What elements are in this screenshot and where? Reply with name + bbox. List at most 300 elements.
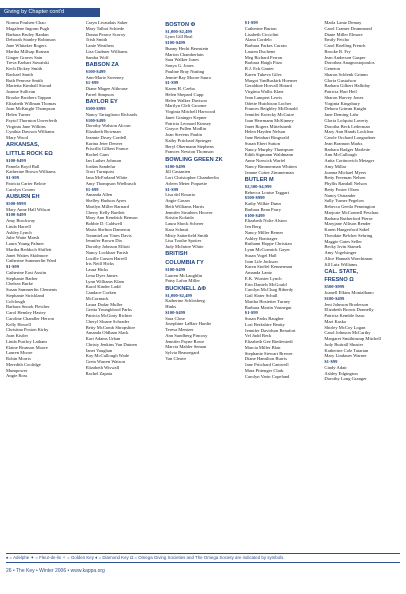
page-footer: 26 • The Key • Winter 2006 • www.kappa.org [6, 568, 105, 574]
chapter-heading: LITTLE ROCK ΕΩ [6, 150, 53, 157]
donor-name: Rachel Gum [85, 152, 109, 157]
donor-name: Dorothy Walston Alcorn [85, 123, 131, 129]
chapter-heading: AUBURN EH [6, 193, 40, 200]
donor-name: Patricia Hart Heil [324, 89, 357, 94]
donor-name: Elizabeth Gee Biederstedt [244, 339, 293, 344]
donor-name: Alice Hannah Waechtman [324, 255, 373, 261]
donor-name: Amy Brockway [6, 218, 36, 223]
donor-name: Cynthia Dawson Williams [6, 129, 55, 135]
donor-name: Lena Dyer James [85, 272, 118, 278]
donor-name: Jeanne Cotter Zimmerman [244, 169, 294, 175]
donor-name: Elaine Brunson Moore [6, 344, 48, 350]
donor-name: Pamela Boyd Ball [6, 163, 40, 169]
chapter-heading: COLUMBIA ΓΥ [165, 259, 204, 266]
donor-name: Lisa del Rosario [165, 192, 196, 198]
donor-name: Mary Ann Hands Locklear [324, 129, 374, 135]
section-banner: Giving by Chapter cont'd [0, 8, 100, 17]
donor-name: Gail Slater Schull [244, 293, 278, 298]
donor-name: Mary Ann Kendrick Benson [85, 215, 138, 221]
donor-name: Karol Kinder Ladd [85, 284, 121, 290]
donor-name: Erin Daniels McGould [244, 281, 287, 287]
donor-name: Ann McCullough [324, 152, 357, 158]
chapter-heading: BAYLOR EY [85, 99, 118, 105]
giving-tier: $1,000-$2,499 [165, 292, 192, 298]
donor-name: Angie Gasser [165, 198, 191, 203]
donor-name: Meredith Coolidge [6, 361, 41, 367]
donor-name: Dorothy Johnson Elliott [85, 244, 130, 249]
giving-tier: $1-$99 [244, 310, 258, 316]
donor-name: Jeannie Drury Cordell [85, 134, 127, 140]
column-5 [324, 20, 400, 550]
donor-name: Vel Judd Beck [244, 333, 272, 339]
donor-name: Linda Harrell [6, 223, 31, 229]
donor-name: Diane Miller Elmore [324, 31, 363, 37]
donor-name: Ann Sundberg Pincosy [165, 332, 208, 338]
donor-name: Jen Berg [244, 224, 261, 229]
giving-tier: $1,000-$2,499 [165, 28, 192, 34]
donor-name: Jane Deming Lahr [324, 112, 359, 117]
giving-tier: $1-$99 [6, 175, 20, 180]
donor-name: Martha Reddoch Shiflett [6, 246, 52, 252]
donor-name: Nancy Tartagliono Richards [85, 111, 138, 117]
donor-name: Shirley McCoy Logan [324, 324, 366, 330]
donor-name: Barbara Parkes Curran [244, 43, 287, 48]
donor-name: Caroline Chandler Herron [6, 315, 54, 321]
donor-name: Barbara Bruley Rankin [6, 31, 49, 37]
donor-name: Lisabeth Ciccolini [244, 31, 279, 37]
donor-name: Marilyn Miller Barnard [85, 203, 129, 209]
donor-name: Carol Hemley Hastey [6, 310, 46, 315]
donor-name: Anita Cortinovich Metzger [324, 158, 375, 163]
donor-name: Helen Turner [6, 112, 31, 117]
giving-tier: $500-$999 [244, 195, 265, 201]
donor-name: Elizabeth Brown Donnelly [324, 307, 374, 313]
donor-name: Ashley Bontrager [244, 235, 278, 241]
donor-name: Jennifer Kotecky McGuire [244, 112, 295, 117]
donor-name: Carole Orchard Longardner [324, 135, 376, 140]
giving-tier: $1-$99 [85, 80, 99, 86]
column-3 [165, 20, 241, 550]
donor-name: Joan Stevens Paulin [165, 132, 202, 137]
donor-name: Theodate Belcher Sehring [324, 232, 373, 238]
donor-name: Ruth Penrose Smith [6, 77, 43, 83]
donor-name: Joanell Elkins Montalbano [324, 290, 374, 295]
donor-name: Janet Vaughan [85, 347, 113, 353]
donor-name: Linda Purifoy Latham [6, 338, 47, 344]
donor-name: Lori Christopher Chamberlin [165, 175, 219, 180]
donor-name: Amy Vogelsinger [324, 250, 357, 255]
donor-name: Elizabeth Bowman [85, 129, 121, 134]
donor-name: Kristin Kolaida [165, 215, 194, 221]
donor-name: Carol Cramer Drummond [324, 25, 372, 31]
donor-name: Deborah Stanley Robinson [6, 37, 56, 43]
donor-name: Dorotha Beck Lederman [324, 123, 370, 129]
giving-tier: $100-$499 [165, 40, 186, 45]
donor-name: Jane Pritchard Cantwell [244, 362, 289, 367]
donor-name: Maryjane Allison Render [324, 221, 371, 227]
donor-name: McCormack [85, 295, 109, 301]
donor-name: Maggie Gates Seller [324, 238, 362, 244]
donor-name: Jeni Johnson Broderson [324, 301, 369, 307]
donor-name: Virginia Mitchell Harwood [165, 109, 216, 114]
donor-name: Ruthann Hoppe Christian [244, 241, 292, 247]
donor-name: Iris Neill Hicks [85, 261, 114, 267]
donor-name: Phyllis Randall Nelson [324, 181, 367, 186]
symbol-legend: ♠ = Adelphe ✦ = Fleur-de-lis ✧ = Golden Key ♦ = Diamond Key Ω = Omega Giving Societies and The Omega Society are indicated by symbols. [6, 553, 400, 563]
donor-name: Lauren McLaughlin [165, 272, 203, 278]
donor-name: Rachel Zapata [85, 370, 112, 376]
donor-name: E.K. Wurster Lynch [244, 275, 282, 281]
donor-name: Robin Morris [6, 356, 31, 361]
donor-name: Marjorie McConnell Peschau [324, 209, 379, 215]
donor-name: Janet Grainger Kepner [165, 114, 207, 120]
donor-name: Barbara Bean Parry [244, 206, 282, 212]
donor-name: Beryl Obermann Stephens [165, 143, 214, 149]
donor-name: Jean Lampert Lewis [244, 94, 283, 100]
donor-name: Sara Close [165, 315, 185, 321]
chapter-heading: BRITISH [165, 251, 188, 258]
donor-name: Patricia Kemble Isaac [324, 313, 365, 318]
donor-name: Frances Beighley McDonald [244, 106, 298, 112]
donor-name: Stephanie Strickland [6, 292, 45, 298]
donor-name: Frances Newton Thomson [165, 149, 214, 155]
donor-name: Mara Pittenger Clark [244, 367, 284, 373]
giving-tier: $100-$499 [165, 163, 186, 169]
donor-name: Katherine Cole Tatarian [324, 347, 369, 353]
donor-name: Bunny Hecht Bernstein [165, 45, 209, 51]
donor-name: Nancy Murphy Thompson [244, 146, 294, 152]
donor-name: Nancy Lockhart Farish [85, 249, 128, 255]
donor-name: Dorothy Long Granger [324, 376, 367, 382]
donor-name: Sharon Harvey Jones [324, 94, 364, 100]
donor-name: Lucille Carson Harrell [85, 255, 127, 261]
donor-name: TommieLou Vines Davis [85, 232, 132, 238]
donor-name: Van Cleave [165, 355, 187, 361]
donor-name: Shelley Hudson Ayres [85, 198, 127, 203]
donor-name: Kara Schmit [165, 226, 189, 232]
donor-name: Gloria Lofquist Laverty [324, 117, 369, 123]
donor-name: Kech Dickey Smith [6, 66, 43, 71]
donor-name: Susan Parks Baugher [244, 316, 284, 321]
donor-name: B.J. Eck Ganter [244, 66, 274, 71]
donor-name: Stephanie Stewart Brewer [244, 350, 293, 356]
donor-name: Mary Lindauer Warner [324, 353, 367, 359]
donor-name: Treva Earhart Sawatski [6, 60, 49, 66]
chapter-heading: ARKANSAS, [6, 142, 40, 149]
donor-name: Teresa Mentzer [165, 327, 194, 332]
donor-name: Jill Castanien [165, 169, 191, 175]
giving-tier: $100-$499 [165, 266, 186, 272]
donor-name: Meg Richard Ferron [244, 54, 283, 60]
donor-name: Priscilla Gilbert France [85, 146, 129, 152]
donor-name: Angie Ross [6, 373, 28, 379]
donor-name: Cindy Adair [324, 364, 347, 370]
donor-name: Kathy Wilkie Dunn [244, 201, 281, 206]
donor-name: Marcia Miller Blair [244, 344, 281, 350]
donor-name: Rebecca Geetla Pennington [324, 204, 376, 209]
donor-name: Colclough [6, 298, 26, 304]
donor-name: Ginger Graves Sain [6, 54, 43, 60]
donor-name: Hinks [165, 304, 177, 309]
donor-name: Marla Lantz Demay [324, 20, 362, 25]
giving-tier: $1-$99 [324, 359, 338, 364]
donor-name: Martha Hostetter Turney [244, 298, 291, 304]
donor-name: Laura Young Palmer [6, 241, 44, 246]
donor-name: Debora Grimm Knight [324, 106, 367, 112]
donor-name: Joan Herrmann McKinney [244, 117, 294, 123]
giving-tier: $1-$99 [244, 20, 258, 25]
donor-name: Jennifer Payne Rowe [165, 338, 205, 344]
donor-name: Jennifer Struthers Hoover [165, 209, 213, 215]
donor-name: Cherry Kelly Bartlett [85, 209, 125, 215]
donor-name: Edith Sigmann Waldmann [244, 152, 294, 158]
donor-name: Elizabeth Nolte Alston [244, 218, 287, 224]
donor-name: Joan Kistler [6, 333, 29, 338]
giving-tier: $500-$999 [6, 200, 26, 206]
giving-tier: $2,500-$4,999 [244, 183, 272, 189]
donor-name: Joan McKnight Thompson [6, 106, 56, 112]
donor-name: Betty Foster Olsen [324, 186, 359, 192]
donor-name: Diane Hamilton Burris [244, 356, 287, 362]
donor-name: Karen Hangerford Sakel [324, 227, 370, 232]
donor-name: Patricia Leonard Kimsey [165, 120, 212, 126]
donor-name: Farrel Simpson [85, 91, 114, 97]
donor-name: Carolyn McClurg Riberdy [244, 287, 294, 293]
donor-name: Lori Berkshire Beatty [244, 321, 285, 327]
donor-name: Catherine Summerlin Ward [6, 258, 57, 264]
donor-name: Christy Jenkins Van Duinen [85, 341, 137, 347]
donor-name: Amanda Oldham Slack [85, 330, 129, 336]
donor-name: Lynn Gill Beal [165, 34, 193, 40]
donor-name: Nancy Bimmerman Whitten [244, 163, 297, 169]
donor-name: Amy Thompson Wielbusch [85, 180, 137, 186]
donor-name: Mary Wood [6, 135, 28, 140]
donor-name: Karen Tukeva Giles [244, 71, 282, 77]
donor-name: Ashley Edgington [324, 370, 358, 376]
donor-name: Jill Lutz Williams [324, 261, 358, 267]
donor-name: Virginia Wallis Klaer [244, 89, 284, 94]
donor-name: Susan Vogel Hall [244, 252, 277, 258]
donor-name: Rachael Smith [6, 71, 33, 77]
donor-name: Jennifer Brown Dix [85, 238, 123, 244]
donor-name: Greta Warren Watson [85, 359, 125, 364]
donor-name: Alana Cordelo [244, 37, 272, 43]
donor-name: Helen Walker Davison [165, 97, 207, 103]
donor-name: Jana McFarland White [85, 175, 128, 180]
donor-name: Margot VanBuskirk Hoerner [244, 77, 298, 83]
donor-name: Misty Satterfield Smith [165, 232, 209, 238]
donor-name: Lauren Moore [6, 350, 33, 356]
donor-name: Lanie Weathers [85, 43, 115, 48]
chapter-heading: CAL. STATE, [324, 268, 359, 275]
donor-name: Karina Jeter Denver [85, 140, 123, 146]
donor-name: Barbara Martin Vonnegut [244, 304, 292, 310]
chapter-heading: BUCKNELL ΔΦ [165, 285, 207, 292]
donor-name: Mary Anne Hall Wilson [6, 206, 51, 212]
donor-name: Norma Poulsen-Chao [6, 20, 46, 25]
donor-name: Katherine Schlosberg [165, 298, 205, 304]
donor-name: Barbara Rutherford Pierse [324, 215, 373, 221]
chapter-heading: BOWLING GREEN ZK [165, 156, 223, 163]
giving-tier: $1-$99 [165, 186, 179, 192]
donor-name: Marilyn Cleft Groome [165, 103, 207, 109]
donor-name: Stephanie Barber [6, 275, 38, 281]
donor-name: Lisa Toothe Spoiter [165, 238, 202, 244]
donor-name: Jane Whitaker Rogers [6, 43, 47, 48]
donor-name: Barbara Gilbert Halliday [324, 83, 371, 89]
donor-name: Nancy Ostrander [324, 192, 356, 198]
donor-name: Elizabeth Wiswall [85, 364, 120, 370]
donor-name: Patsy Lafon Miller [165, 278, 200, 284]
donor-name: Martha Millsap Roman [6, 48, 49, 54]
donor-name: Magalene Ingram Pugh [6, 25, 50, 31]
donor-name: Kelly Howell [6, 321, 31, 327]
donor-name: Cheryl Sloane Schrader [85, 318, 130, 324]
donor-name: Anne Norwick Warfel [244, 158, 286, 163]
donor-name: Sylvia Beauregard [165, 350, 200, 355]
donor-name: Laura Hicks [85, 267, 109, 272]
donor-name: Judy McIntire White [165, 244, 204, 249]
chapter-heading: BUTLER M [244, 176, 274, 183]
donor-name: Catherine Burton [244, 25, 277, 31]
donor-name: Beth Williams Harris [165, 203, 205, 209]
donor-name: Jan Luther Johnson [85, 157, 122, 163]
donor-name: Betty McComb Shropshire [85, 324, 136, 330]
donor-columns [6, 20, 400, 550]
donor-name: Brooke R. Fry [324, 48, 351, 54]
donor-name: Chelsea Burke [6, 281, 33, 287]
donor-name: Sonya G. Jones [165, 63, 194, 68]
column-4 [245, 20, 321, 550]
giving-tier: $100-$499 [165, 309, 186, 315]
donor-name: Carol Roelling French [324, 43, 366, 48]
donor-name: Carolyn Varin Copeland [244, 373, 290, 379]
donor-name: Dorothea Anagnostopoulos [324, 60, 375, 66]
donor-name: Kari Adams Urban [85, 336, 121, 341]
donor-name: Virginia Kingsbury [324, 100, 360, 106]
donor-name: Karen H. Czeba [165, 86, 195, 91]
donor-name: Pauline Bray Nutting [165, 68, 205, 74]
donor-name: Patricia Carter Belote [6, 180, 46, 186]
donor-name: Carol Johnson McCarthy [324, 330, 371, 336]
donor-name: Mari Kaska [324, 318, 346, 324]
giving-tier: $1-$99 [6, 264, 20, 269]
donor-name: Betty Freeman Nelsen [324, 175, 366, 181]
giving-tier: $1-$99 [85, 186, 99, 192]
giving-tier: $100-$499 [85, 68, 106, 74]
donor-name: Nancy Miller Berner [244, 229, 284, 235]
donor-name: Jennifer Davidson Beaufort [244, 327, 296, 333]
donor-name: Jane Reinhart Ringwald [244, 135, 289, 140]
donor-name: Amy Millar [324, 163, 347, 169]
giving-tier: $100-$499 [85, 117, 106, 123]
donor-name: Sandra Wolf [85, 54, 109, 60]
donor-name: Helen Shepard Cupp [165, 91, 204, 97]
donor-name: Amanda Allen [85, 192, 113, 198]
donor-name: Helen Hayden Nelson [244, 129, 286, 135]
donor-name: Gloria Gustafson [324, 77, 356, 83]
donor-name: Joanna Michael Myers [324, 169, 367, 175]
donor-name: Lisa Gudmer Williams [85, 48, 128, 54]
giving-tier: $100-$499 [324, 295, 345, 301]
donor-name: Mumpower [6, 367, 28, 373]
column-1 [6, 20, 82, 550]
donor-name: Marcia Mahler Seman [165, 344, 207, 350]
donor-name: Rebecca Louise Taggart [244, 189, 290, 195]
donor-name: Mary Talbot Schiede [85, 25, 124, 31]
donor-name: Diane Magee Althouse [85, 86, 128, 91]
donor-name: Jean Brannon Marks [324, 140, 363, 146]
donor-name: Kathy Pritchard Springer [165, 137, 212, 143]
donor-name: Marion Chamberlain [165, 51, 204, 57]
donor-name: Sara Walker Jones [165, 57, 199, 63]
donor-name: Katherine Brown Williams [6, 169, 56, 175]
donor-name: Sharon Schlenk Grimm [324, 71, 368, 77]
donor-name: Lauren Duchene [244, 48, 276, 54]
donor-name: Catherine East Austin [6, 269, 47, 275]
donor-name: Barbara Snook Fletcher [6, 304, 50, 310]
donor-name: Lynn Williams Klam [85, 278, 125, 284]
donor-name: Odette Hutchison Locher [244, 100, 292, 106]
giving-tier: $100-$499 [6, 212, 26, 218]
donor-name: Ann-Marie Sweeney [85, 74, 124, 80]
donor-name: Caryn Livaudais Saker [85, 20, 128, 25]
donor-name: Bobbie D. Caldwell [85, 221, 123, 226]
donor-name: Traci Turnquist [85, 169, 114, 175]
chapter-heading: BABSON ZA [85, 61, 119, 68]
donor-name: Carolyn Croom [6, 186, 35, 192]
donor-name: Brooke Brothers Tappan [6, 94, 52, 100]
donor-name: Janet Waites Skidmore [6, 252, 48, 258]
giving-tier: $1-$99 [165, 80, 179, 86]
donor-name: Karen Stoffel Kennerman [244, 264, 293, 270]
donor-name: Elizabeth Willman Thomas [6, 100, 57, 106]
donor-name: Jordan Sandefur [85, 163, 116, 169]
donor-name: Amanda Lantz [244, 270, 272, 275]
donor-name: Laura Dodar Muller [85, 301, 123, 307]
donor-name: Emily Fetcho [324, 37, 350, 43]
donor-name: Joan Life Jackson [244, 258, 278, 264]
giving-tier: $500-$999 [85, 106, 106, 111]
donor-name: Sally Turner Pegelow [324, 198, 365, 204]
donor-name: Geneton [324, 66, 340, 71]
donor-name: Marietta Kimball Stroud [6, 83, 52, 89]
giving-tier: $500-$999 [324, 284, 345, 290]
donor-name: Barbara Haigh Fitzo [244, 60, 283, 66]
donor-name: Candace Corken [85, 290, 117, 295]
donor-name: Josephine LaBarr Hardie [165, 321, 212, 327]
donor-name: Geraldine Horvall Hotard [244, 83, 292, 89]
donor-name: Margaret Smithtrump Mitchell [324, 336, 381, 341]
donor-name: Becky Irvin Stamek [324, 244, 362, 250]
donor-name: Jennie-Ray Moore Sauro [165, 74, 212, 80]
donor-name: Julie Waite Marsh [6, 235, 40, 241]
giving-tier: $100-$499 [6, 157, 26, 163]
donor-name: Judy Buttrall Shuster [324, 341, 364, 347]
donor-name: Virginia Jane Wilkins [6, 123, 46, 129]
donor-name: Jean Anderson Gasper [324, 54, 366, 60]
donor-name: Lynn McCormick Gayer [244, 247, 290, 252]
giving-tier: $100-$499 [244, 212, 265, 218]
donor-name: Ashley Lynch [6, 229, 32, 235]
donor-name: Kay McCullough Wade [85, 353, 130, 359]
column-2 [86, 20, 162, 550]
donor-name: Grayce Pullen Modlin [165, 126, 207, 132]
donor-name: Laura Shock Scherer [165, 221, 204, 226]
chapter-heading: FRESNO Ω [324, 277, 354, 284]
donor-name: Christina Poston Kirby [6, 327, 49, 333]
donor-name: Susan Ebert Sutton [244, 140, 280, 146]
